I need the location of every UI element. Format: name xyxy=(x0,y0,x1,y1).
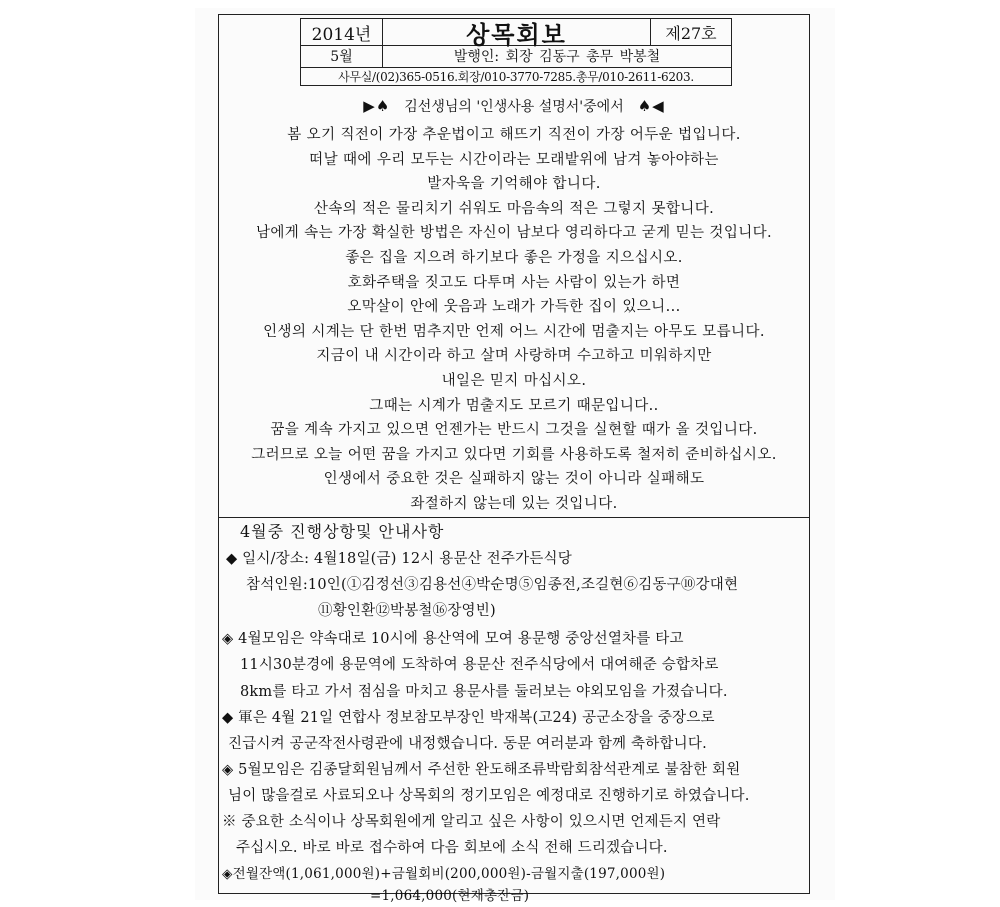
contact-line: 사무실/(02)365-0516.회장/010-3770-7285.총무/010-2611-6203. xyxy=(338,69,694,84)
quote-line: 인생의 시계는 단 한번 멈추지만 언제 어느 시간에 멈출지는 아무도 모릅니다. xyxy=(263,323,765,340)
news-line: ◆ 일시/장소: 4월18일(금) 12시 용문산 전주가든식당 xyxy=(226,551,572,567)
issue-number: 제27호 xyxy=(665,23,717,43)
news-line: 진급시켜 공군작전사령관에 내정했습니다. 동문 여러분과 함께 축하합니다. xyxy=(228,736,707,752)
news-line: ※ 중요한 소식이나 상목회원에게 알리고 싶은 사항이 있으시면 언제든지 연락 xyxy=(222,814,721,830)
news-line: ◆ 軍은 4월 21일 연합사 정보참모부장인 박재복(고24) 공군소장을 중장으로 xyxy=(222,710,715,726)
quote-line: 호화주택을 짓고도 다투며 사는 사람이 있는가 하면 xyxy=(347,274,681,291)
news-section-title: 4월중 진행상항및 안내사항 xyxy=(240,522,445,541)
news-line: 8km를 타고 가서 점심을 마치고 용문사를 둘러보는 야외모임을 가졌습니다. xyxy=(240,684,728,700)
masthead-row-2 xyxy=(301,45,731,68)
news-line: 주십시오. 바로 바로 접수하여 다음 회보에 소식 전해 드리겠습니다. xyxy=(236,840,668,856)
quote-line: 인생에서 중요한 것은 실패하지 않는 것이 아니라 실패해도 xyxy=(323,471,705,488)
masthead-row-3 xyxy=(301,67,731,85)
quote-line: 그때는 시계가 멈출지도 모르기 때문입니다.. xyxy=(369,397,659,414)
newsletter-title: 상목회보 xyxy=(383,19,651,45)
issue-month: 5월 xyxy=(301,45,383,67)
news-line: 님이 많을걸로 사료되오나 상목회의 정기모임은 예정대로 진행하기로 하였습니다. xyxy=(228,788,750,804)
news-line: 참석인원:10인(①김정선③김용선④박순명⑤임종전,조길현⑥김동구⑩강대현 xyxy=(246,577,739,593)
quote-line: 그러므로 오늘 어떤 꿈을 가지고 있다면 기회를 사용하도록 철저히 준비하십시오. xyxy=(251,446,777,463)
quote-line: 떠날 때에 우리 모두는 시간이라는 모래밭위에 남겨 놓아야하는 xyxy=(309,151,719,168)
publisher-line: 발행인: 회장 김동구 총무 박봉철 xyxy=(453,49,661,65)
news-line: =1,064,000(현재총잔금) xyxy=(370,888,530,904)
quote-line: 내일은 믿지 마십시오. xyxy=(441,373,587,389)
quote-line: 좋은 집을 지으려 하기보다 좋은 가정을 지으십시오. xyxy=(345,250,683,266)
quote-line: 꿈을 계속 가지고 있으면 언젠가는 반드시 그것을 실현할 때가 올 것입니다. xyxy=(270,422,758,439)
spade-arrow-icon-left: ▶♠ xyxy=(363,97,391,115)
news-line: ⑪황인환⑫박봉철⑯장영빈) xyxy=(318,603,496,619)
news-line: 11시30분경에 용문역에 도착하여 용문산 전주식당에서 대여해준 승합차로 xyxy=(240,657,719,673)
quote-line: 지금이 내 시간이라 하고 살며 사랑하며 수고하고 미워하지만 xyxy=(316,348,712,365)
news-line: ◈ 5월모임은 김종달회원님께서 주선한 완도해조류박람회참석관계로 불참한 회원 xyxy=(222,762,741,778)
news-line: ◈ 4월모임은 약속대로 10시에 용산역에 모여 용문행 중앙선열차를 타고 xyxy=(222,631,684,647)
quote-line: 봄 오기 직전이 가장 추운법이고 해뜨기 직전이 가장 어두운 법입니다. xyxy=(287,127,741,143)
quote-line: 남에게 속는 가장 확실한 방법은 자신이 남보다 영리하다고 굳게 믿는 것입니다. xyxy=(255,225,773,242)
issue-year: 2014년 xyxy=(301,19,383,45)
masthead-table xyxy=(300,18,732,86)
quote-line: 오막살이 안에 웃음과 노래가 가득한 집이 있으니... xyxy=(347,299,681,316)
section-divider xyxy=(218,517,810,518)
news-line: ◈전월잔액(1,061,000원)+금월회비(200,000원)-금월지출(197,000원) xyxy=(222,866,666,882)
quote-heading xyxy=(218,96,810,116)
quote-line: 산속의 적은 물리치기 쉬워도 마음속의 적은 그렇지 못합니다. xyxy=(313,200,715,217)
spade-arrow-icon-right: ♠◀ xyxy=(637,97,665,115)
quote-line: 발자욱을 기억해야 합니다. xyxy=(427,176,601,193)
quote-heading-text: 김선생님의 '인생사용 설명서'중에서 xyxy=(404,99,624,115)
quote-line: 좌절하지 않는데 있는 것입니다. xyxy=(410,496,618,512)
masthead-row-1 xyxy=(301,19,731,49)
